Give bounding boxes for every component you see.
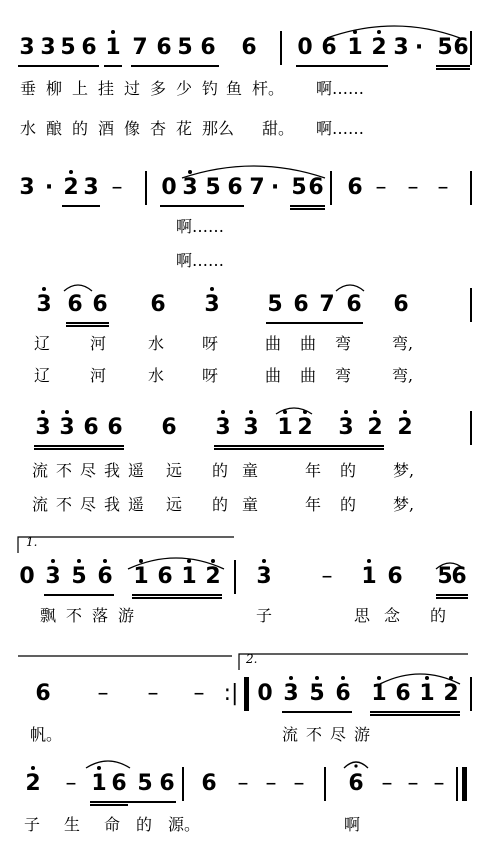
note: 5 (177, 35, 193, 60)
lyric-syllable: 的 (212, 495, 229, 514)
note: 7 (249, 175, 265, 200)
lyric-syllable: 我 (104, 461, 121, 480)
lyric-syllable: 杏 (150, 119, 167, 138)
note: 6 (308, 175, 324, 200)
beam-line (436, 597, 468, 599)
note: 6 (156, 35, 172, 60)
beam-line (34, 448, 124, 450)
dash: – (437, 175, 449, 200)
lyric-line-1 (0, 720, 500, 750)
lyric-syllable: 的 (430, 606, 447, 625)
note: 6 (347, 175, 363, 200)
lyric-syllable: 念 (384, 606, 401, 625)
lyric-syllable: 源。 (168, 815, 201, 834)
note: 6 (346, 292, 362, 317)
note: 5 (205, 175, 221, 200)
lyric-syllable: 花 (176, 119, 193, 138)
beam-line (90, 801, 176, 803)
lyric-syllable: 游 (118, 606, 135, 625)
note: 5 (308, 674, 326, 714)
dash: – (65, 771, 77, 796)
lyric-syllable: 曲 (265, 366, 282, 385)
beam-line (132, 594, 222, 596)
beam-line (66, 322, 109, 324)
dash: – (433, 771, 445, 796)
note: 3 (58, 408, 76, 448)
lyric-syllable: 钓 (202, 79, 219, 98)
lyric-line-2 (0, 114, 500, 144)
lyric-syllable: 过 (124, 79, 141, 98)
lyric-syllable: 弯, (392, 366, 414, 385)
barline (280, 31, 282, 65)
lyric-syllable: 尽 (80, 495, 97, 514)
lyric-syllable: 弯, (392, 334, 414, 353)
notation-row (0, 674, 500, 714)
lyric-syllable: 童 (242, 461, 259, 480)
lyric-syllable: 啊…… (316, 119, 365, 138)
note: 3 (203, 285, 221, 325)
note: 0 (257, 681, 273, 706)
note: 6 (161, 415, 177, 440)
note: 6 (83, 415, 99, 440)
note: 6 (159, 771, 175, 796)
note: 7 (319, 292, 335, 317)
note: 6 (393, 292, 409, 317)
final-barline-thin (456, 767, 458, 801)
note: 6 (348, 771, 364, 796)
lyric-syllable: 曲 (300, 334, 317, 353)
beam-line (282, 711, 352, 713)
lyric-syllable: 呀 (202, 366, 219, 385)
note: 3 (393, 35, 409, 60)
lyric-syllable: 酿 (46, 119, 63, 138)
note: 6 (395, 681, 411, 706)
beam-line (104, 65, 122, 67)
lyric-syllable: 杆。 (252, 79, 285, 98)
note: 2 (442, 674, 460, 714)
note: 2 (24, 764, 42, 804)
beam-line (436, 594, 468, 596)
beam-line (290, 208, 325, 210)
barline (244, 677, 249, 711)
lyric-line-1 (0, 601, 500, 631)
note: 1 (132, 557, 150, 597)
lyric-syllable: 的 (212, 461, 229, 480)
lyric-syllable: 流 (32, 461, 49, 480)
lyric-syllable: 远 (166, 461, 183, 480)
lyric-syllable: 呀 (202, 334, 219, 353)
lyric-syllable: 垂 (20, 79, 37, 98)
note: 6 (241, 35, 257, 60)
beam-line (18, 65, 99, 67)
beam-line (436, 68, 470, 70)
beam-line (296, 65, 388, 67)
note: 6 (387, 564, 403, 589)
lyric-syllable: 飘 (40, 606, 57, 625)
lyric-syllable: 落 (92, 606, 109, 625)
lyric-syllable: 游 (354, 725, 371, 744)
final-barline-thick (462, 767, 467, 801)
note: · (44, 175, 54, 200)
beam-line (266, 322, 363, 324)
lyric-syllable: 甜。 (262, 119, 295, 138)
note: 3 (19, 35, 35, 60)
lyric-syllable: 命 (104, 815, 121, 834)
barline (470, 288, 472, 322)
beam-line (370, 711, 460, 713)
dash: – (407, 175, 419, 200)
note: 3 (181, 168, 199, 208)
dash: – (407, 771, 419, 796)
dash: – (193, 681, 205, 706)
note: 6 (321, 35, 337, 60)
note: 1 (370, 674, 388, 714)
note: 3 (19, 175, 35, 200)
beam-line (131, 65, 219, 67)
note: 1 (418, 674, 436, 714)
lyric-syllable: 梦, (393, 495, 415, 514)
lyric-syllable: 水 (20, 119, 37, 138)
lyric-syllable: 多 (150, 79, 167, 98)
note: 5 (437, 35, 453, 60)
lyric-syllable: 的 (340, 461, 357, 480)
note: 6 (35, 681, 51, 706)
lyric-syllable: 曲 (265, 334, 282, 353)
lyric-syllable: 童 (242, 495, 259, 514)
lyric-syllable: 尽 (330, 725, 347, 744)
notation-row (0, 285, 500, 325)
note: · (270, 175, 280, 200)
lyric-syllable: 不 (56, 461, 73, 480)
notation-row (0, 557, 500, 597)
lyric-syllable: 的 (72, 119, 89, 138)
note: 6 (200, 35, 216, 60)
note: 6 (293, 292, 309, 317)
note: 6 (111, 771, 127, 796)
note: 7 (132, 35, 148, 60)
note: 3 (40, 35, 56, 60)
note: 3 (83, 175, 99, 200)
note: 1 (180, 557, 198, 597)
lyric-syllable: 不 (306, 725, 323, 744)
beam-line (436, 65, 470, 67)
note: 6 (201, 771, 217, 796)
note: 1 (90, 764, 108, 804)
lyric-syllable: 曲 (300, 366, 317, 385)
beam-line (290, 205, 325, 207)
lyric-syllable: 远 (166, 495, 183, 514)
lyric-syllable: 梦, (393, 461, 415, 480)
lyric-syllable: 生 (64, 815, 81, 834)
lyric-syllable: 河 (90, 334, 107, 353)
dash: – (237, 771, 249, 796)
lyric-line-1 (0, 74, 500, 104)
note: 6 (227, 175, 243, 200)
lyric-line-1 (0, 456, 500, 486)
lyric-syllable: 少 (176, 79, 193, 98)
notation-row (0, 28, 500, 68)
dash: – (375, 175, 387, 200)
lyric-syllable: 辽 (34, 366, 51, 385)
dash: – (111, 175, 123, 200)
note: 0 (161, 175, 177, 200)
lyric-syllable: 不 (66, 606, 83, 625)
note: 6 (81, 35, 97, 60)
barline (470, 171, 472, 205)
note: 3 (255, 557, 273, 597)
lyric-line-2 (0, 490, 500, 520)
beam-line (214, 448, 384, 450)
lyric-syllable: 那么 (202, 119, 235, 138)
note: 2 (62, 168, 80, 208)
lyric-syllable: 辽 (34, 334, 51, 353)
beam-line (214, 445, 384, 447)
barline (470, 677, 472, 711)
note: 6 (157, 564, 173, 589)
note: 0 (297, 35, 313, 60)
note: 1 (360, 557, 378, 597)
lyric-syllable: 像 (124, 119, 141, 138)
note: 5 (60, 35, 76, 60)
dash: – (381, 771, 393, 796)
note: 5 (70, 557, 88, 597)
barline (470, 31, 472, 65)
lyric-syllable: 流 (32, 495, 49, 514)
barline (145, 171, 147, 205)
lyric-line-2 (0, 361, 500, 391)
beam-line (90, 804, 128, 806)
lyric-syllable: 思 (354, 606, 371, 625)
note: 3 (214, 408, 232, 448)
lyric-syllable: 水 (148, 366, 165, 385)
lyric-syllable: 遥 (128, 495, 145, 514)
dash: – (147, 681, 159, 706)
note: 3 (242, 408, 260, 448)
dash: – (321, 564, 333, 589)
dash: – (265, 771, 277, 796)
lyric-syllable: 的 (136, 815, 153, 834)
lyric-syllable: 柳 (46, 79, 63, 98)
note: 6 (451, 564, 467, 589)
note: 2 (396, 408, 414, 448)
lyric-syllable: 弯 (335, 366, 352, 385)
lyric-syllable: 的 (340, 495, 357, 514)
lyric-syllable: 啊…… (176, 217, 225, 236)
lyric-syllable: 不 (56, 495, 73, 514)
lyric-syllable: 挂 (98, 79, 115, 98)
note: 6 (334, 674, 352, 714)
note: 3 (34, 408, 52, 448)
lyric-syllable: 帆。 (30, 725, 63, 744)
note: 6 (92, 292, 108, 317)
lyric-syllable: 子 (256, 606, 273, 625)
volta-label: 1. (26, 535, 38, 549)
note: 5 (291, 175, 307, 200)
volta-label: 2. (246, 652, 258, 666)
barline (234, 560, 236, 594)
notation-row (0, 168, 500, 208)
note: 5 (437, 564, 453, 589)
notation-row (0, 408, 500, 448)
note: 6 (96, 557, 114, 597)
beam-line (132, 597, 222, 599)
lyric-line-1 (0, 212, 500, 242)
note: · (414, 35, 424, 60)
note: 6 (453, 35, 469, 60)
barline (470, 411, 472, 445)
lyric-line-1 (0, 329, 500, 359)
lyric-syllable: 子 (24, 815, 41, 834)
note: 1 (276, 408, 294, 448)
beam-line (62, 205, 100, 207)
beam-line (66, 325, 109, 327)
note: 2 (296, 408, 314, 448)
note: 6 (107, 415, 123, 440)
beam-line (160, 205, 244, 207)
lyric-syllable: 水 (148, 334, 165, 353)
lyric-syllable: 年 (305, 461, 322, 480)
beam-line (34, 445, 124, 447)
lyric-syllable: 尽 (80, 461, 97, 480)
note: 3 (337, 408, 355, 448)
note: 5 (137, 771, 153, 796)
lyric-syllable: 啊…… (316, 79, 365, 98)
note: 3 (35, 285, 53, 325)
note: 3 (282, 674, 300, 714)
lyric-syllable: 啊…… (176, 251, 225, 270)
repeat-end-barline: :| (223, 681, 239, 706)
lyric-syllable: 年 (305, 495, 322, 514)
note: 1 (346, 28, 364, 68)
note: 6 (150, 292, 166, 317)
note: 6 (67, 292, 83, 317)
note: 3 (44, 557, 62, 597)
note: 5 (267, 292, 283, 317)
lyric-syllable: 上 (72, 79, 89, 98)
note: 2 (366, 408, 384, 448)
lyric-syllable: 弯 (335, 334, 352, 353)
barline (182, 767, 184, 801)
dash: – (97, 681, 109, 706)
lyric-syllable: 鱼 (226, 79, 243, 98)
beam-line (370, 714, 460, 716)
lyric-syllable: 遥 (128, 461, 145, 480)
dash: – (293, 771, 305, 796)
lyric-syllable: 流 (282, 725, 299, 744)
lyric-syllable: 酒 (98, 119, 115, 138)
notation-row (0, 764, 500, 804)
note: 2 (370, 28, 388, 68)
lyric-syllable: 河 (90, 366, 107, 385)
note: 2 (204, 557, 222, 597)
barline (324, 767, 326, 801)
lyric-line-1 (0, 810, 500, 840)
lyric-syllable: 啊 (344, 815, 361, 834)
beam-line (44, 594, 114, 596)
barline (330, 171, 332, 205)
lyric-syllable: 我 (104, 495, 121, 514)
note: 0 (19, 564, 35, 589)
lyric-line-2 (0, 246, 500, 276)
note: 1 (104, 28, 122, 68)
